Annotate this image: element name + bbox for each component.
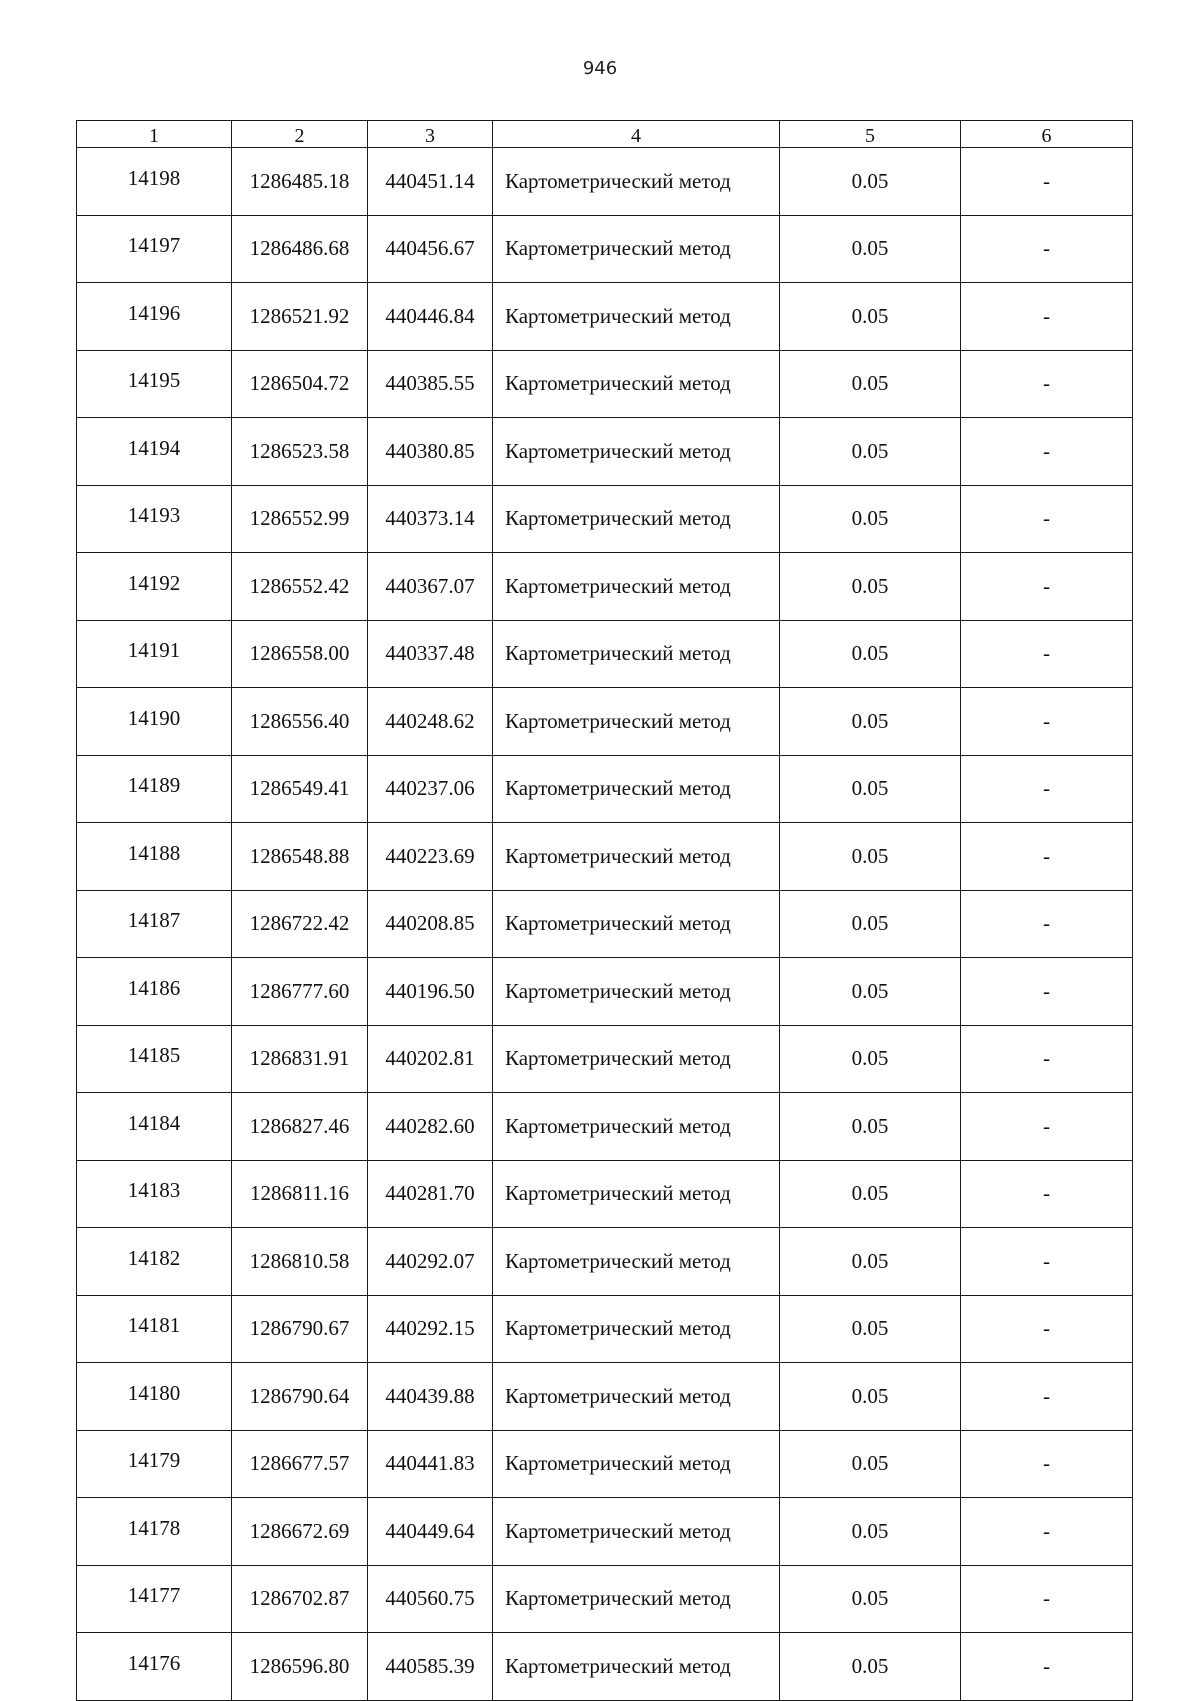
accuracy-cell: 0.05 <box>780 755 961 823</box>
table-row <box>77 1363 1133 1431</box>
table-row <box>77 1498 1133 1566</box>
point-number-cell: 14180 <box>77 1363 232 1431</box>
y-coordinate-cell: 440373.14 <box>368 485 493 553</box>
point-number-cell: 14184 <box>77 1093 232 1161</box>
x-coordinate-cell: 1286552.42 <box>232 553 368 621</box>
y-coordinate-cell: 440446.84 <box>368 283 493 351</box>
note-cell: - <box>961 1093 1133 1161</box>
x-coordinate-cell: 1286556.40 <box>232 688 368 756</box>
y-coordinate-cell: 440441.83 <box>368 1430 493 1498</box>
x-coordinate-cell: 1286486.68 <box>232 215 368 283</box>
table-row <box>77 755 1133 823</box>
method-cell: Картометрический метод <box>493 890 780 958</box>
table-row <box>77 283 1133 351</box>
table-row <box>77 148 1133 216</box>
column-header: 3 <box>368 121 493 148</box>
note-cell: - <box>961 1565 1133 1633</box>
table-row <box>77 688 1133 756</box>
accuracy-cell: 0.05 <box>780 958 961 1026</box>
method-cell: Картометрический метод <box>493 1565 780 1633</box>
y-coordinate-cell: 440202.81 <box>368 1025 493 1093</box>
note-cell: - <box>961 890 1133 958</box>
point-number-cell: 14192 <box>77 553 232 621</box>
accuracy-cell: 0.05 <box>780 1633 961 1701</box>
table-row <box>77 1228 1133 1296</box>
method-cell: Картометрический метод <box>493 283 780 351</box>
table-body <box>77 148 1133 1701</box>
point-number-cell: 14176 <box>77 1633 232 1701</box>
table-row <box>77 1093 1133 1161</box>
coordinates-table <box>76 120 1133 1701</box>
y-coordinate-cell: 440292.15 <box>368 1295 493 1363</box>
point-number-cell: 14181 <box>77 1295 232 1363</box>
method-cell: Картометрический метод <box>493 350 780 418</box>
note-cell: - <box>961 148 1133 216</box>
table-row <box>77 1430 1133 1498</box>
method-cell: Картометрический метод <box>493 215 780 283</box>
accuracy-cell: 0.05 <box>780 283 961 351</box>
method-cell: Картометрический метод <box>493 1633 780 1701</box>
table-row <box>77 823 1133 891</box>
column-header: 5 <box>780 121 961 148</box>
note-cell: - <box>961 1295 1133 1363</box>
y-coordinate-cell: 440248.62 <box>368 688 493 756</box>
method-cell: Картометрический метод <box>493 1160 780 1228</box>
method-cell: Картометрический метод <box>493 148 780 216</box>
method-cell: Картометрический метод <box>493 958 780 1026</box>
column-header: 2 <box>232 121 368 148</box>
y-coordinate-cell: 440196.50 <box>368 958 493 1026</box>
column-header: 4 <box>493 121 780 148</box>
accuracy-cell: 0.05 <box>780 890 961 958</box>
table-row <box>77 1025 1133 1093</box>
x-coordinate-cell: 1286521.92 <box>232 283 368 351</box>
accuracy-cell: 0.05 <box>780 1160 961 1228</box>
table-row <box>77 553 1133 621</box>
note-cell: - <box>961 1430 1133 1498</box>
y-coordinate-cell: 440439.88 <box>368 1363 493 1431</box>
accuracy-cell: 0.05 <box>780 1295 961 1363</box>
point-number-cell: 14195 <box>77 350 232 418</box>
y-coordinate-cell: 440337.48 <box>368 620 493 688</box>
column-header: 6 <box>961 121 1133 148</box>
table-row <box>77 1160 1133 1228</box>
y-coordinate-cell: 440456.67 <box>368 215 493 283</box>
x-coordinate-cell: 1286596.80 <box>232 1633 368 1701</box>
accuracy-cell: 0.05 <box>780 350 961 418</box>
page-number: 946 <box>582 58 618 79</box>
note-cell: - <box>961 283 1133 351</box>
accuracy-cell: 0.05 <box>780 485 961 553</box>
method-cell: Картометрический метод <box>493 418 780 486</box>
method-cell: Картометрический метод <box>493 1025 780 1093</box>
accuracy-cell: 0.05 <box>780 553 961 621</box>
x-coordinate-cell: 1286548.88 <box>232 823 368 891</box>
table-row <box>77 215 1133 283</box>
y-coordinate-cell: 440223.69 <box>368 823 493 891</box>
point-number-cell: 14179 <box>77 1430 232 1498</box>
note-cell: - <box>961 1498 1133 1566</box>
x-coordinate-cell: 1286831.91 <box>232 1025 368 1093</box>
method-cell: Картометрический метод <box>493 755 780 823</box>
note-cell: - <box>961 688 1133 756</box>
y-coordinate-cell: 440560.75 <box>368 1565 493 1633</box>
y-coordinate-cell: 440449.64 <box>368 1498 493 1566</box>
method-cell: Картометрический метод <box>493 485 780 553</box>
method-cell: Картометрический метод <box>493 620 780 688</box>
table-row <box>77 350 1133 418</box>
note-cell: - <box>961 823 1133 891</box>
y-coordinate-cell: 440451.14 <box>368 148 493 216</box>
accuracy-cell: 0.05 <box>780 1025 961 1093</box>
x-coordinate-cell: 1286722.42 <box>232 890 368 958</box>
accuracy-cell: 0.05 <box>780 1565 961 1633</box>
accuracy-cell: 0.05 <box>780 688 961 756</box>
y-coordinate-cell: 440367.07 <box>368 553 493 621</box>
x-coordinate-cell: 1286790.67 <box>232 1295 368 1363</box>
x-coordinate-cell: 1286523.58 <box>232 418 368 486</box>
x-coordinate-cell: 1286811.16 <box>232 1160 368 1228</box>
x-coordinate-cell: 1286810.58 <box>232 1228 368 1296</box>
note-cell: - <box>961 755 1133 823</box>
note-cell: - <box>961 1025 1133 1093</box>
note-cell: - <box>961 350 1133 418</box>
accuracy-cell: 0.05 <box>780 1363 961 1431</box>
note-cell: - <box>961 215 1133 283</box>
table-row <box>77 418 1133 486</box>
point-number-cell: 14196 <box>77 283 232 351</box>
x-coordinate-cell: 1286777.60 <box>232 958 368 1026</box>
y-coordinate-cell: 440585.39 <box>368 1633 493 1701</box>
point-number-cell: 14198 <box>77 148 232 216</box>
point-number-cell: 14190 <box>77 688 232 756</box>
point-number-cell: 14185 <box>77 1025 232 1093</box>
note-cell: - <box>961 1633 1133 1701</box>
accuracy-cell: 0.05 <box>780 215 961 283</box>
accuracy-cell: 0.05 <box>780 823 961 891</box>
note-cell: - <box>961 620 1133 688</box>
accuracy-cell: 0.05 <box>780 148 961 216</box>
column-header: 1 <box>77 121 232 148</box>
y-coordinate-cell: 440208.85 <box>368 890 493 958</box>
point-number-cell: 14187 <box>77 890 232 958</box>
accuracy-cell: 0.05 <box>780 1093 961 1161</box>
point-number-cell: 14193 <box>77 485 232 553</box>
table-header <box>77 121 1133 148</box>
y-coordinate-cell: 440385.55 <box>368 350 493 418</box>
table-row <box>77 485 1133 553</box>
point-number-cell: 14188 <box>77 823 232 891</box>
header-row <box>77 121 1133 148</box>
x-coordinate-cell: 1286702.87 <box>232 1565 368 1633</box>
point-number-cell: 14186 <box>77 958 232 1026</box>
x-coordinate-cell: 1286558.00 <box>232 620 368 688</box>
x-coordinate-cell: 1286827.46 <box>232 1093 368 1161</box>
table-row <box>77 958 1133 1026</box>
accuracy-cell: 0.05 <box>780 1228 961 1296</box>
note-cell: - <box>961 1228 1133 1296</box>
method-cell: Картометрический метод <box>493 1228 780 1296</box>
accuracy-cell: 0.05 <box>780 418 961 486</box>
x-coordinate-cell: 1286552.99 <box>232 485 368 553</box>
method-cell: Картометрический метод <box>493 688 780 756</box>
x-coordinate-cell: 1286549.41 <box>232 755 368 823</box>
method-cell: Картометрический метод <box>493 1498 780 1566</box>
x-coordinate-cell: 1286504.72 <box>232 350 368 418</box>
note-cell: - <box>961 418 1133 486</box>
table-row <box>77 1295 1133 1363</box>
method-cell: Картометрический метод <box>493 1430 780 1498</box>
method-cell: Картометрический метод <box>493 553 780 621</box>
x-coordinate-cell: 1286672.69 <box>232 1498 368 1566</box>
method-cell: Картометрический метод <box>493 823 780 891</box>
note-cell: - <box>961 958 1133 1026</box>
y-coordinate-cell: 440281.70 <box>368 1160 493 1228</box>
point-number-cell: 14183 <box>77 1160 232 1228</box>
x-coordinate-cell: 1286485.18 <box>232 148 368 216</box>
x-coordinate-cell: 1286677.57 <box>232 1430 368 1498</box>
point-number-cell: 14189 <box>77 755 232 823</box>
accuracy-cell: 0.05 <box>780 1498 961 1566</box>
table-row <box>77 1565 1133 1633</box>
y-coordinate-cell: 440237.06 <box>368 755 493 823</box>
y-coordinate-cell: 440292.07 <box>368 1228 493 1296</box>
note-cell: - <box>961 553 1133 621</box>
point-number-cell: 14194 <box>77 418 232 486</box>
method-cell: Картометрический метод <box>493 1093 780 1161</box>
accuracy-cell: 0.05 <box>780 1430 961 1498</box>
y-coordinate-cell: 440282.60 <box>368 1093 493 1161</box>
table-row <box>77 620 1133 688</box>
method-cell: Картометрический метод <box>493 1363 780 1431</box>
note-cell: - <box>961 485 1133 553</box>
point-number-cell: 14182 <box>77 1228 232 1296</box>
note-cell: - <box>961 1363 1133 1431</box>
y-coordinate-cell: 440380.85 <box>368 418 493 486</box>
point-number-cell: 14191 <box>77 620 232 688</box>
point-number-cell: 14178 <box>77 1498 232 1566</box>
x-coordinate-cell: 1286790.64 <box>232 1363 368 1431</box>
note-cell: - <box>961 1160 1133 1228</box>
point-number-cell: 14177 <box>77 1565 232 1633</box>
table-row <box>77 1633 1133 1701</box>
method-cell: Картометрический метод <box>493 1295 780 1363</box>
point-number-cell: 14197 <box>77 215 232 283</box>
table-row <box>77 890 1133 958</box>
accuracy-cell: 0.05 <box>780 620 961 688</box>
